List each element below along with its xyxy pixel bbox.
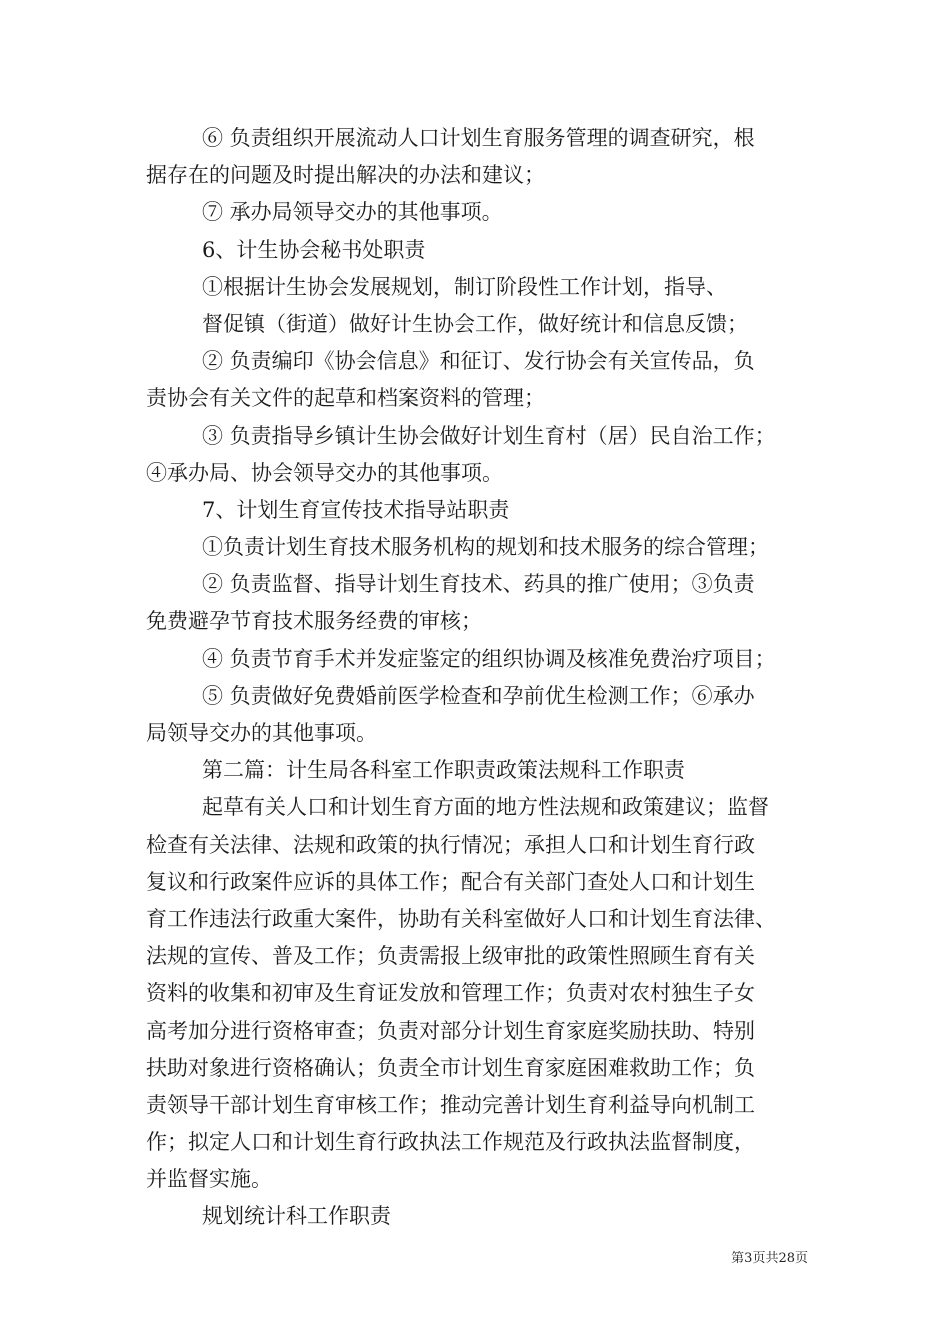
section-heading: 7、计划生育宣传技术指导站职责 (202, 497, 510, 522)
text-line: ② 负责编印《协会信息》和征订、发行协会有关宣传品，负 (202, 349, 755, 374)
text-line: 资料的收集和初审及生育证发放和管理工作；负责对农村独生子女 (146, 981, 755, 1006)
document-body (146, 120, 826, 1236)
chapter-heading: 第二篇：计生局各科室工作职责政策法规科工作职责 (202, 758, 685, 783)
text-line: 督促镇（街道）做好计生协会工作，做好统计和信息反馈； (202, 311, 748, 336)
text-line: 复议和行政案件应诉的具体工作；配合有关部门查处人口和计划生 (146, 869, 755, 894)
text-line: 扶助对象进行资格确认；负责全市计划生育家庭困难救助工作；负 (146, 1055, 755, 1080)
text-line: ⑤ 负责做好免费婚前医学检查和孕前优生检测工作；⑥承办 (202, 683, 755, 708)
text-line: 作；拟定人口和计划生育行政执法工作规范及行政执法监督制度， (146, 1130, 755, 1155)
section-heading: 规划统计科工作职责 (202, 1204, 391, 1229)
section-heading: 6、计生协会秘书处职责 (202, 237, 426, 262)
text-line: ⑥ 负责组织开展流动人口计划生育服务管理的调查研究，根 (202, 126, 755, 150)
text-line: 法规的宣传、普及工作；负责需报上级审批的政策性照顾生育有关 (146, 944, 755, 969)
text-line: 并监督实施。 (146, 1167, 272, 1192)
text-line: ①根据计生协会发展规划，制订阶段性工作计划，指导、 (202, 274, 727, 299)
text-line: 局领导交办的其他事项。 (146, 721, 377, 745)
page-number: 第3页共28页 (731, 1251, 808, 1266)
text-line: 检查有关法律、法规和政策的执行情况；承担人口和计划生育行政 (146, 832, 755, 857)
text-line: 育工作违法行政重大案件，协助有关科室做好人口和计划生育法律、 (146, 906, 776, 931)
text-line: ③ 负责指导乡镇计生协会做好计划生育村（居）民自治工作； (202, 423, 776, 448)
text-line: ⑦ 承办局领导交办的其他事项。 (202, 200, 503, 225)
text-line: 免费避孕节育技术服务经费的审核； (146, 609, 482, 634)
text-line: 据存在的问题及时提出解决的办法和建议； (146, 163, 545, 188)
text-line: 高考加分进行资格审查；负责对部分计划生育家庭奖励扶助、特别 (146, 1018, 755, 1043)
text-line: 责协会有关文件的起草和档案资料的管理； (146, 386, 545, 411)
text-line: 责领导干部计划生育审核工作；推动完善计划生育利益导向机制工 (146, 1092, 755, 1117)
text-line: ④ 负责节育手术并发症鉴定的组织协调及核准免费治疗项目； (202, 646, 776, 671)
text-line: 起草有关人口和计划生育方面的地方性法规和政策建议；监督 (202, 795, 769, 820)
text-line: ④承办局、协会领导交办的其他事项。 (146, 460, 503, 485)
text-line: ② 负责监督、指导计划生育技术、药具的推广使用；③负责 (202, 572, 755, 597)
text-line: ①负责计划生育技术服务机构的规划和技术服务的综合管理； (202, 535, 769, 560)
